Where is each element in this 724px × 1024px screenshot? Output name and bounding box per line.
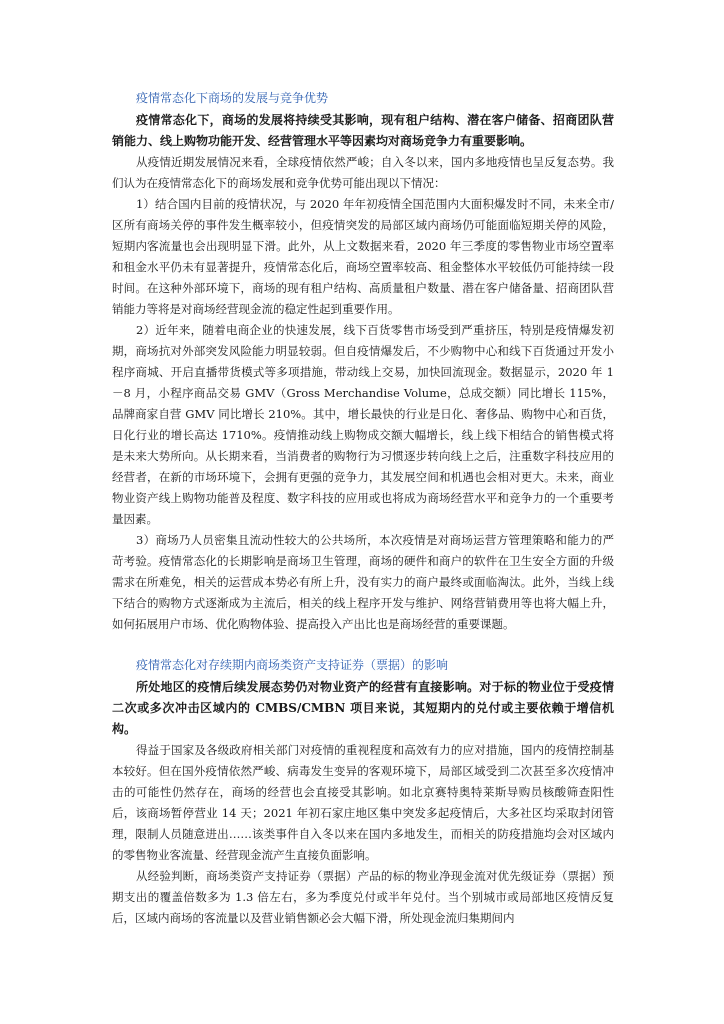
section-impact	[112, 655, 614, 929]
section-growth	[112, 88, 614, 635]
section-lead: 疫情常态化下，商场的发展将持续受其影响，现有租户结构、潜在客户储备、招商团队营销能力、线上购物功能开发、经营管理水平等因素均对商场竞争力有重要影响。	[112, 113, 614, 148]
section-spacer	[112, 635, 614, 655]
paragraph: 从疫情近期发展情况来看，全球疫情依然严峻；自入冬以来，国内多地疫情也呈反复态势。我们认为在疫情常态化下的商场发展和竞争优势可能出现以下情况：	[112, 155, 614, 190]
section-heading: 疫情常态化下商场的发展与竞争优势	[136, 91, 329, 105]
paragraph: 1）结合国内目前的疫情状况，与 2020 年年初疫情全国范围内大面积爆发时不同，未来全市/区所有商场关停的事件发生概率较小，但疫情突发的局部区域内商场仍可能面临短期关停的风险，短期内客流量也会出现明显下滑。此外，从上文数据来看，2020 年三季度的零售物业市场空置率和租金水平仍未有显著提升，疫情常态化后，商场空置率较高、租金整体水平较低仍可能持续一段时间。在这种外部环境下，商场的现有租户结构、高质量租户数量、潜在客户储备量、招商团队营销能力等将是对商场经营现金流的稳定性起到重要作用。	[112, 197, 614, 316]
paragraph: 从经验判断，商场类资产支持证券（票据）产品的标的物业净现金流对优先级证券（票据）预期支出的覆盖倍数多为 1.3 倍左右，多为季度兑付或半年兑付。当个别城市或局部地区疫情反复后，区域内商场的客流量以及营业销售额必会大幅下滑，所处现金流归集期间内	[112, 869, 614, 925]
section-lead: 所处地区的疫情后续发展态势仍对物业资产的经营有直接影响。对于标的物业位于受疫情二次或多次冲击区域内的 CMBS/CMBN 项目来说，其短期内的兑付或主要依赖于增信机构。	[112, 680, 614, 736]
section-heading: 疫情常态化对存续期内商场类资产支持证券（票据）的影响	[136, 658, 449, 672]
paragraph: 3）商场乃人员密集且流动性较大的公共场所，本次疫情是对商场运营方管理策略和能力的严苛考验。疫情常态化的长期影响是商场卫生管理，商场的硬件和商户的软件在卫生安全方面的升级需求在所难免，相关的运营成本势必有所上升，没有实力的商户最终或面临淘汰。此外，当线上线下结合的购物方式逐渐成为主流后，相关的线上程序开发与维护、网络营销费用等也将大幅上升，如何拓展用户市场、优化购物体验、提高投入产出比也是商场经营的重要课题。	[112, 533, 614, 631]
paragraph: 得益于国家及各级政府相关部门对疫情的重视程度和高效有力的应对措施，国内的疫情控制基本较好。但在国外疫情依然严峻、病毒发生变异的客观环境下，局部区域受到二次甚至多次疫情冲击的可能性仍然存在，商场的经营也会直接受其影响。如北京赛特奥特莱斯导购员核酸筛查阳性后，该商场暂停营业 14 天；2021 年初石家庄地区集中突发多起疫情后，大多社区均采取封闭管理，限制人员随意进出……该类事件自入冬以来在国内多地发生，而相关的防疫措施均会对区域内的零售物业客流量、经营现金流产生直接负面影响。	[112, 743, 614, 862]
paragraph: 2）近年来，随着电商企业的快速发展，线下百货零售市场受到严重挤压，特别是疫情爆发初期，商场抗对外部突发风险能力明显较弱。但自疫情爆发后，不少购物中心和线下百货通过开发小程序商城、开启直播带货模式等多项措施，带动线上交易，加快回流现金。数据显示，2020 年 1－8 月，小程序商品交易 GMV（Gross Merchandise Volume，总成交额）同比增长 115%，品牌商家自营 GMV 同比增长 210%。其中，增长最快的行业是日化、奢侈品、购物中心和百货，日化行业的增长高达 1710%。疫情推动线上购物成交额大幅增长，线上线下相结合的销售模式将是未来大势所向。从长期来看，当消费者的购物行为习惯逐步转向线上之后，注重数字科技应用的经营者，在新的市场环境下，会拥有更强的竞争力，其发展空间和机遇也会相对更大。未来，商业物业资产线上购物功能普及程度、数字科技的应用或也将成为商场经营水平和竞争力的一个重要考量因素。	[112, 323, 614, 526]
document-body	[112, 88, 614, 929]
